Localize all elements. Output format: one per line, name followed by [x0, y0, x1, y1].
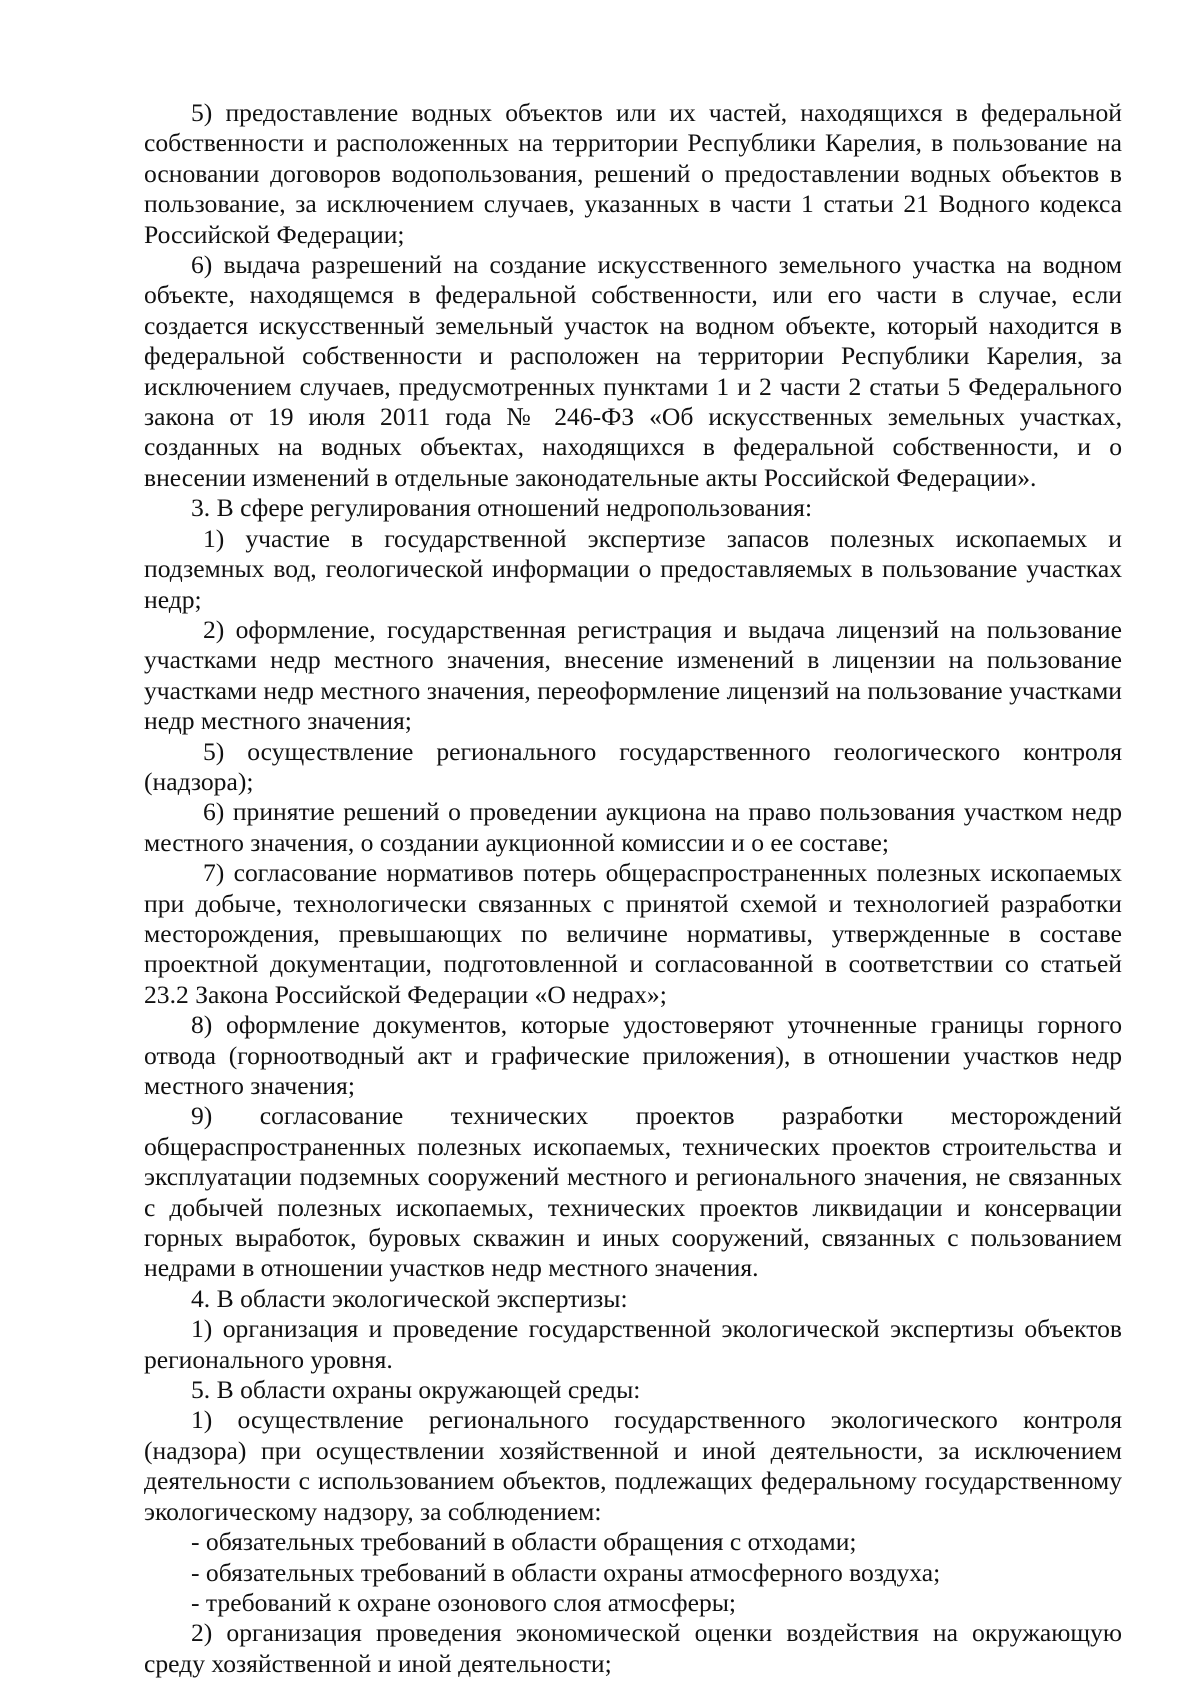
section-heading-subsoil: 3. В сфере регулирования отношений недропользования: — [191, 493, 813, 523]
list-item-air: - обязательных требований в области охраны атмосферного воздуха; — [191, 1557, 941, 1587]
paragraph-technical-projects: 9) согласование технических проектов разработки месторождений общераспространенных полезных ископаемых, технических проектов строительства и эксплуатации подземных сооружений местного и регионального значения, не связанных с добычей полезных ископаемых, технических проектов ликвидации и консервации горных выработок, буровых скважин и иных сооружений, связанных с пользованием недрами в отношении участков недр местного значения. — [144, 1101, 1122, 1283]
section-heading-environment: 5. В области охраны окружающей среды: — [191, 1375, 641, 1405]
section-heading-eco-expertise: 4. В области экологической экспертизы: — [191, 1283, 628, 1313]
document-body — [144, 98, 1122, 1679]
paragraph-subsoil-expertise: 1) участие в государственной экспертизе запасов полезных ископаемых и подземных вод, геологической информации о предоставляемых в пользование участках недр; — [144, 523, 1122, 614]
paragraph-economic-assessment: 2) организация проведения экономической оценки воздействия на окружающую среду хозяйственной и иной деятельности; — [144, 1618, 1122, 1678]
list-item-waste: - обязательных требований в области обращения с отходами; — [191, 1527, 857, 1557]
paragraph-mining-allotment: 8) оформление документов, которые удостоверяют уточненные границы горного отвода (горноотводный акт и графические приложения), в отношении участков недр местного значения; — [144, 1010, 1122, 1100]
list-item-ozone: - требований к охране озонового слоя атмосферы; — [191, 1587, 737, 1617]
paragraph-artificial-land: 6) выдача разрешений на создание искусственного земельного участка на водном объекте, находящемся в федеральной собственности, или его части в случае, если создается искусственный земельный участок на водном объекте, который находится в федеральной собственности и расположен на территории Республики Карелия, за исключением случаев, предусмотренных пунктами 1 и 2 части 2 статьи 5 Федерального закона от 19 июля 2011 года № 246-ФЗ «Об искусственных земельных участках, созданных на водных объектах, находящихся в федеральной собственности, и о внесении изменений в отдельные законодательные акты Российской Федерации». — [144, 250, 1122, 492]
paragraph-subsoil-licenses: 2) оформление, государственная регистрация и выдача лицензий на пользование участками недр местного значения, внесение изменений в лицензии на пользование участками недр местного значения, переоформление лицензий на пользование участками недр местного значения; — [144, 614, 1122, 736]
paragraph-geological-control: 5) осуществление регионального государственного геологического контроля (надзора); — [144, 736, 1122, 796]
paragraph-auction-decisions: 6) принятие решений о проведении аукциона на право пользования участком недр местного значения, о создании аукционной комиссии и о ее составе; — [144, 797, 1122, 857]
paragraph-eco-expertise: 1) организация и проведение государственной экологической экспертизы объектов регионального уровня. — [144, 1314, 1122, 1374]
paragraph-water-use: 5) предоставление водных объектов или их частей, находящихся в федеральной собственности и расположенных на территории Республики Карелия, в пользование на основании договоров водопользования, решений о предоставлении водных объектов в пользование, за исключением случаев, указанных в части 1 статьи 21 Водного кодекса Российской Федерации; — [144, 98, 1122, 249]
paragraph-eco-control: 1) осуществление регионального государственного экологического контроля (надзора) при осуществлении хозяйственной и иной деятельности, за исключением деятельности с использованием объектов, подлежащих федеральному государственному экологическому надзору, за соблюдением: — [144, 1405, 1122, 1526]
paragraph-loss-norms: 7) согласование нормативов потерь общераспространенных полезных ископаемых при добыче, технологически связанных с принятой схемой и технологией разработки месторождения, превышающих по величине нормативы, утвержденные в составе проектной документации, подготовленной и согласованной в соответствии со статьей 23.2 Закона Российской Федерации «О недрах»; — [144, 858, 1122, 1009]
